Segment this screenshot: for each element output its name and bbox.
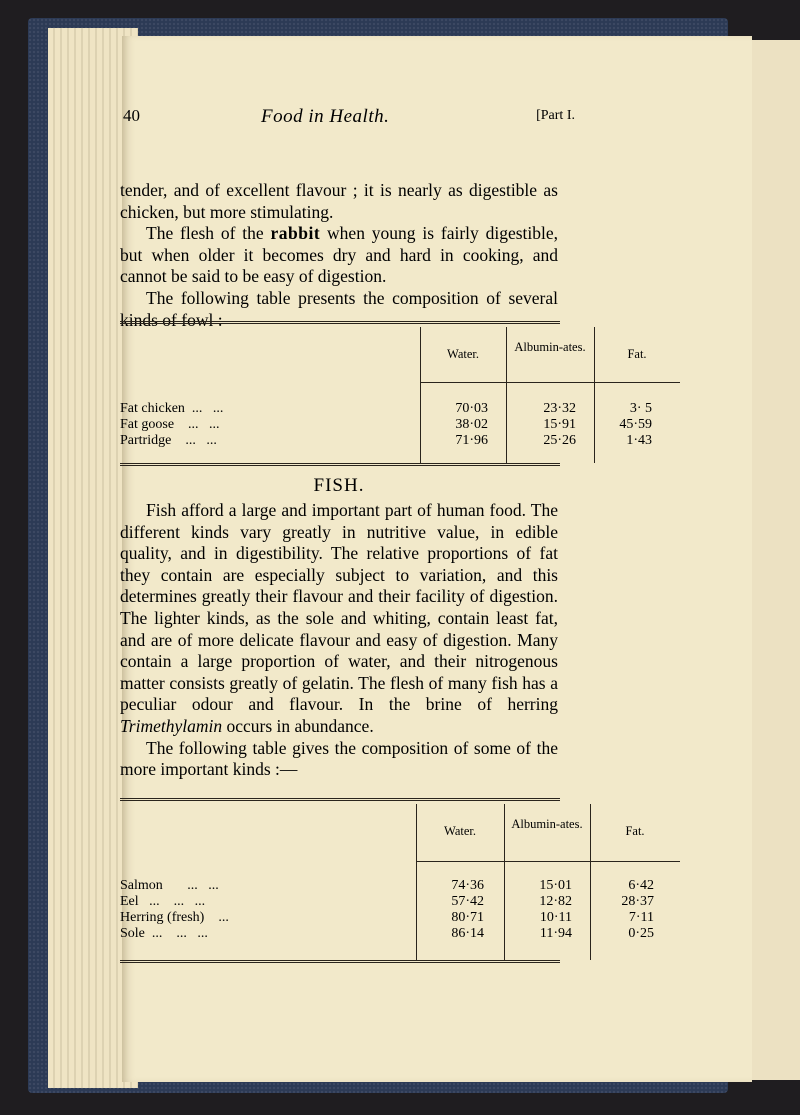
header-rule	[416, 861, 680, 862]
row-label: Fat chicken ... ...	[120, 401, 224, 416]
rabbit-text-end: when young is fairly digestible, but when older it becomes dry and hard in cooking, and cannot be said to be easy of digestion.	[120, 223, 559, 287]
cell-fat: 1·43	[626, 433, 652, 448]
row-label: Sole ... ... ...	[120, 926, 208, 941]
paragraph-continuation: tender, and of excellent flavour ; it is nearly as digestible as chicken, but more stimulating.	[120, 180, 558, 222]
cell-fat: 7·11	[628, 910, 654, 925]
row-label: Eel ... ... ...	[120, 894, 206, 909]
cell-albuminates: 15·91	[543, 417, 576, 432]
fowl-table	[120, 321, 652, 467]
paragraph-rabbit	[120, 223, 558, 288]
cell-albuminates: 10·11	[539, 910, 572, 925]
cell-albuminates: 11·94	[539, 926, 572, 941]
table-top-rule	[120, 321, 560, 327]
column-header-albuminates: Albumin-ates.	[511, 817, 583, 831]
row-label: Herring (fresh) ...	[120, 910, 229, 925]
cell-water: 38·02	[455, 417, 488, 432]
page-number: 40	[123, 106, 140, 125]
cell-water: 71·96	[455, 433, 488, 448]
top-text-block	[120, 180, 558, 331]
cell-albuminates: 23·32	[543, 401, 576, 416]
table-top-rule	[120, 798, 560, 804]
column-header-fat: Fat.	[627, 347, 647, 361]
table-bottom-rule	[120, 463, 560, 469]
section-title-fish: FISH.	[313, 475, 365, 496]
cell-fat: 3· 5	[629, 401, 652, 416]
part-label: [Part I.	[536, 108, 575, 123]
cell-water: 70·03	[455, 401, 488, 416]
cell-fat: 0·25	[628, 926, 654, 941]
facing-page-edge	[748, 40, 800, 1080]
column-header-water: Water.	[447, 347, 479, 361]
running-header	[123, 106, 575, 130]
column-header-water: Water.	[444, 824, 476, 838]
cell-water: 80·71	[451, 910, 484, 925]
column-header-albuminates: Albumin-ates.	[514, 340, 586, 354]
cell-fat: 6·42	[628, 878, 654, 893]
cell-water: 74·36	[451, 878, 484, 893]
fish-text-main: Fish afford a large and important part of human food. The different kinds vary greatly in nutritive value, in edible quality, and in digestibility. The relative proportions of fat they contain are especially subject to variation, and this determines greatly their flavour and their facility of digestion. The lighter kinds, as the sole and whiting, contain least fat, and are of more delicate flavour and easy of digestion. Many contain a large proportion of water, and their nitrogenous matter consists greatly of gelatin. The flesh of many fish has a peculiar odour and flavour. In the brine of herring	[120, 500, 558, 715]
paragraph-fish	[120, 500, 558, 738]
paragraph-fowl-intro: The following table presents the composition of several kinds of fowl :—	[120, 287, 558, 330]
row-label: Partridge ... ...	[120, 433, 217, 448]
running-title: Food in Health.	[261, 106, 390, 127]
cell-albuminates: 12·82	[539, 894, 572, 909]
cell-fat: 28·37	[621, 894, 654, 909]
fish-text-end: occurs in abundance.	[226, 715, 374, 736]
trimethylamin-term: Trimethylamin	[120, 715, 223, 736]
cell-water: 57·42	[451, 894, 484, 909]
row-label: Salmon ... ...	[120, 878, 219, 893]
rabbit-text-start: The flesh of the	[146, 223, 264, 244]
table-bottom-rule	[120, 960, 560, 966]
column-header-fat: Fat.	[625, 824, 645, 838]
fish-text-block	[120, 500, 558, 781]
rabbit-keyword: rabbit	[270, 223, 321, 244]
cell-fat: 45·59	[619, 417, 652, 432]
header-rule	[420, 382, 680, 383]
cell-water: 86·14	[451, 926, 484, 941]
paragraph-fish-table-intro: The following table gives the composition of some of the more important kinds :—	[120, 737, 558, 780]
row-label: Fat goose ... ...	[120, 417, 220, 432]
cell-albuminates: 25·26	[543, 433, 576, 448]
cell-albuminates: 15·01	[539, 878, 572, 893]
fish-table	[120, 798, 654, 964]
